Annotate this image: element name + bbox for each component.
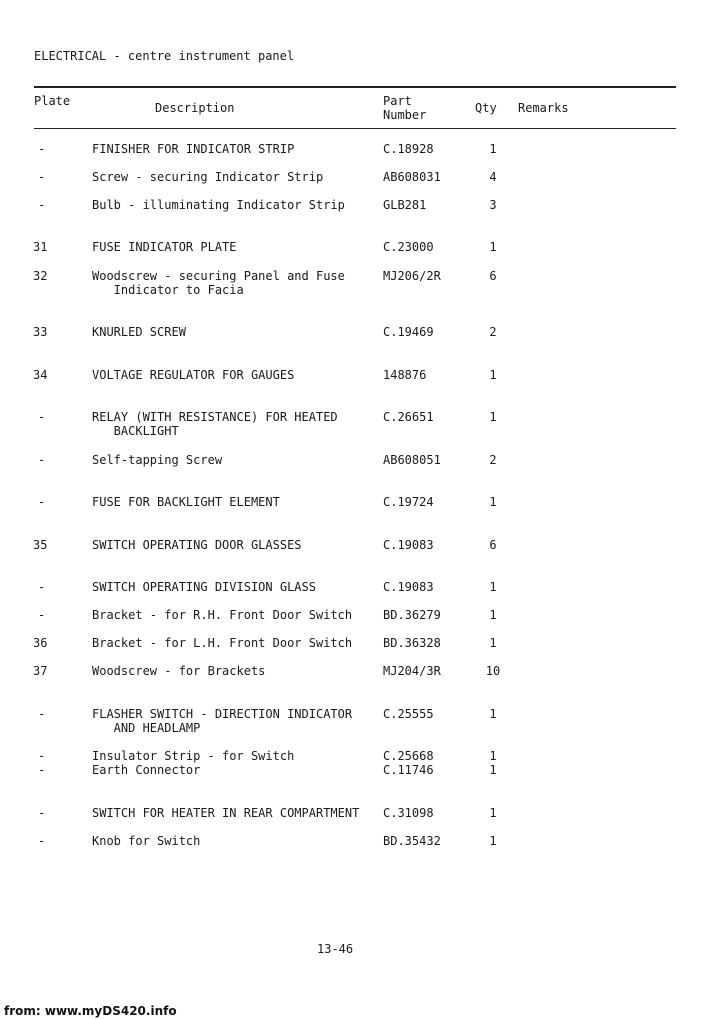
description-cell: SWITCH OPERATING DIVISION GLASS [92,580,316,594]
header-bottom-rule [34,128,676,129]
table-row [0,580,723,610]
part-number-cell: BD.36279 [383,608,441,622]
plate-cell: - [38,749,46,763]
description-cell: Bracket - for L.H. Front Door Switch [92,636,353,650]
part-number-cell: C.19724 [383,495,434,509]
table-row [0,410,723,440]
plate-cell: - [38,608,46,622]
qty-cell: 2 [489,325,497,339]
description-cell: Insulator Strip - for Switch [92,749,295,763]
plate-cell: - [38,170,46,184]
header-remarks: Remarks [518,101,569,115]
description-cell: Screw - securing Indicator Strip [92,170,324,184]
description-cell: FLASHER SWITCH - DIRECTION INDICATOR AND HEADLAMP [92,707,353,735]
qty-cell: 1 [489,806,497,820]
qty-cell: 1 [489,368,497,382]
description-cell: FUSE INDICATOR PLATE [92,240,237,254]
qty-cell: 1 [489,834,497,848]
source-footer: from: www.myDS420.info [4,1004,177,1018]
description-cell: RELAY (WITH RESISTANCE) FOR HEATED BACKLIGHT [92,410,338,438]
description-cell: SWITCH OPERATING DOOR GLASSES [92,538,302,552]
part-number-cell: GLB281 [383,198,427,212]
header-plate: Plate [34,94,71,108]
part-number-cell: MJ204/3R [383,664,441,678]
part-number-cell: C.11746 [383,763,434,777]
qty-cell: 4 [489,170,497,184]
part-number-cell: C.26651 [383,410,434,424]
part-number-cell: C.19469 [383,325,434,339]
plate-cell: 31 [33,240,48,254]
table-row [0,608,723,638]
description-cell: Woodscrew - for Brackets [92,664,266,678]
part-number-cell: AB608051 [383,453,441,467]
table-row [0,269,723,299]
plate-cell: - [38,453,46,467]
qty-cell: 10 [485,664,501,678]
table-row [0,368,723,398]
part-number-cell: C.31098 [383,806,434,820]
qty-cell: 1 [489,763,497,777]
description-cell: Knob for Switch [92,834,201,848]
qty-cell: 1 [489,707,497,721]
description-cell: FUSE FOR BACKLIGHT ELEMENT [92,495,280,509]
part-number-cell: 148876 [383,368,427,382]
part-number-cell: BD.35432 [383,834,441,848]
description-cell: Bracket - for R.H. Front Door Switch [92,608,353,622]
part-number-cell: C.19083 [383,538,434,552]
part-number-cell: AB608031 [383,170,441,184]
plate-cell: - [38,580,46,594]
plate-cell: - [38,410,46,424]
plate-cell: 36 [33,636,48,650]
header-part-number: Part Number [383,94,427,122]
description-cell: Bulb - illuminating Indicator Strip [92,198,345,212]
table-row [0,806,723,836]
part-number-cell: BD.36328 [383,636,441,650]
plate-cell: - [38,834,46,848]
qty-cell: 1 [489,240,497,254]
table-row [0,538,723,568]
qty-cell: 1 [489,749,497,763]
table-row [0,453,723,483]
table-row [0,142,723,172]
table-row [0,170,723,200]
qty-cell: 1 [489,495,497,509]
table-row [0,198,723,228]
qty-cell: 1 [489,608,497,622]
header-top-rule [34,86,676,88]
plate-cell: - [38,198,46,212]
description-cell: Woodscrew - securing Panel and Fuse Indicator to Facia [92,269,345,297]
table-row [0,325,723,355]
section-title: ELECTRICAL - centre instrument panel [34,49,295,63]
description-cell: SWITCH FOR HEATER IN REAR COMPARTMENT [92,806,360,820]
page-number: 13-46 [317,942,354,956]
qty-cell: 1 [489,410,497,424]
qty-cell: 6 [489,269,497,283]
plate-cell: - [38,495,46,509]
plate-cell: 37 [33,664,48,678]
description-cell: Earth Connector [92,763,201,777]
table-row [0,834,723,864]
table-row [0,707,723,737]
table-row [0,664,723,694]
table-row [0,636,723,666]
table-row [0,240,723,270]
table-row [0,495,723,525]
description-cell: FINISHER FOR INDICATOR STRIP [92,142,295,156]
description-cell: VOLTAGE REGULATOR FOR GAUGES [92,368,295,382]
qty-cell: 1 [489,142,497,156]
plate-cell: - [38,707,46,721]
plate-cell: 33 [33,325,48,339]
part-number-cell: C.23000 [383,240,434,254]
table-row [0,763,723,793]
header-description: Description [155,101,235,115]
qty-cell: 3 [489,198,497,212]
part-number-cell: C.25668 [383,749,434,763]
part-number-cell: C.25555 [383,707,434,721]
qty-cell: 6 [489,538,497,552]
plate-cell: 32 [33,269,48,283]
header-qty: Qty [475,101,497,115]
description-cell: Self-tapping Screw [92,453,223,467]
part-number-cell: C.18928 [383,142,434,156]
plate-cell: - [38,763,46,777]
plate-cell: 34 [33,368,48,382]
qty-cell: 1 [489,636,497,650]
qty-cell: 1 [489,580,497,594]
qty-cell: 2 [489,453,497,467]
part-number-cell: C.19083 [383,580,434,594]
plate-cell: - [38,806,46,820]
plate-cell: - [38,142,46,156]
part-number-cell: MJ206/2R [383,269,441,283]
description-cell: KNURLED SCREW [92,325,186,339]
plate-cell: 35 [33,538,48,552]
